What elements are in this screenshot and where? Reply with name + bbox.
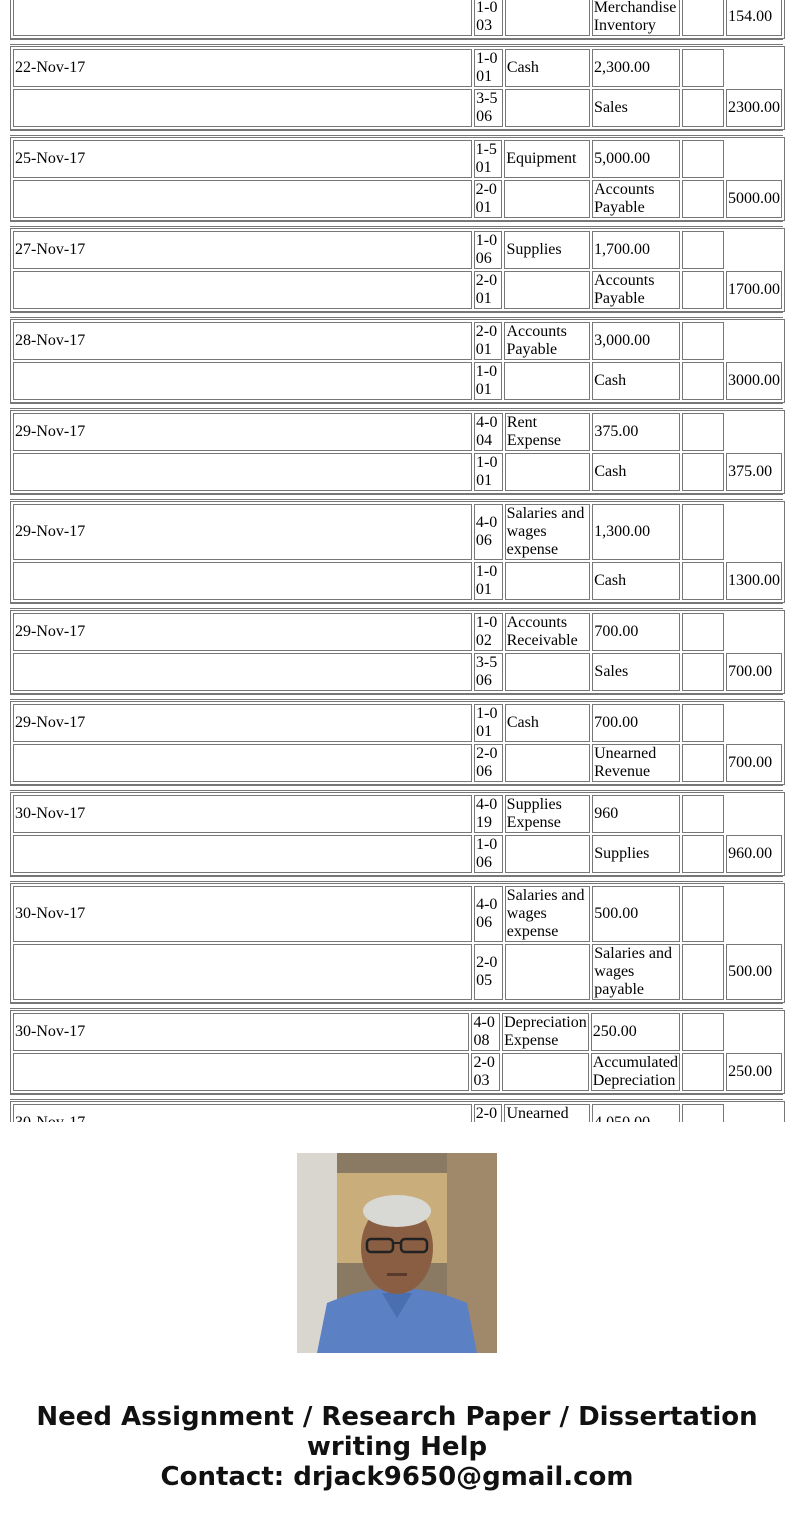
blank-cell [682, 180, 724, 218]
journal-entry [10, 410, 785, 494]
entry-separator [10, 494, 783, 500]
entry-date: 28-Nov-17 [13, 322, 472, 360]
credit-account-ref: 1-001 [474, 362, 503, 400]
empty-debit-account-cell [505, 562, 590, 600]
debit-amount: 2,300.00 [592, 49, 680, 87]
blank-cell [682, 322, 724, 360]
blank-cell [682, 835, 724, 873]
entry-date: 29-Nov-17 [13, 504, 472, 560]
credit-amount: 5000.00 [726, 180, 782, 218]
blank-cell [682, 362, 724, 400]
entry-separator [10, 1003, 783, 1009]
empty-date-cell [13, 89, 472, 127]
empty-debit-account-cell [505, 835, 591, 873]
credit-line [13, 89, 782, 127]
blank-cell [682, 49, 724, 87]
empty-date-cell [13, 744, 472, 782]
credit-account-ref: 3-506 [474, 89, 503, 127]
empty-debit-account-cell [505, 453, 591, 491]
blank-cell [682, 944, 724, 1000]
debit-account-ref: 1-006 [474, 231, 503, 269]
debit-account-ref: 1-501 [474, 140, 503, 178]
credit-account-ref: 2-006 [474, 744, 503, 782]
journal-entry [10, 883, 785, 1003]
empty-credit-cell [726, 49, 782, 87]
debit-line [13, 795, 782, 833]
credit-account-ref: 1-006 [474, 835, 503, 873]
debit-line [13, 49, 782, 87]
empty-date-cell [13, 653, 472, 691]
blank-cell [682, 744, 724, 782]
blank-cell [682, 562, 724, 600]
credit-line [13, 362, 782, 400]
debit-account-ref: 4-019 [474, 795, 503, 833]
journal-entry [10, 701, 785, 785]
entry-date: 30-Nov-17 [13, 1013, 469, 1051]
blank-cell [682, 140, 724, 178]
debit-account-ref: 1-001 [474, 49, 503, 87]
credit-account-ref: 1-001 [474, 453, 503, 491]
empty-debit-account-cell [505, 944, 591, 1000]
journal-entries [10, 46, 785, 1191]
general-journal [10, 0, 785, 1192]
credit-account-name: Accumulated Depreciation [592, 1054, 679, 1089]
empty-credit-cell [726, 613, 782, 651]
debit-line [13, 231, 782, 269]
debit-line [13, 613, 782, 651]
debit-account-cell [505, 0, 590, 36]
credit-account-name: Cash [592, 453, 679, 491]
empty-credit-cell [726, 140, 782, 178]
debit-account-ref: 1-002 [474, 613, 503, 651]
credit-line [13, 835, 782, 873]
debit-amount: 1,300.00 [592, 504, 680, 560]
journal-entry [10, 228, 785, 312]
entry-separator [10, 130, 783, 136]
debit-account-name: Cash [505, 49, 590, 87]
credit-account-ref: 2-005 [474, 944, 503, 1000]
credit-amount: 3000.00 [726, 362, 782, 400]
empty-date-cell [13, 944, 472, 1000]
blank-cell [682, 795, 724, 833]
debit-amount: 5,000.00 [592, 140, 680, 178]
debit-account-name: Supplies [504, 231, 590, 269]
date-cell [13, 0, 472, 36]
promo-line-1: Need Assignment / Research Paper / Dissertation [36, 1402, 758, 1432]
credit-line [13, 180, 782, 218]
journal-entry [10, 501, 785, 603]
credit-amount: 960.00 [726, 835, 782, 873]
debit-amount: 700.00 [592, 613, 679, 651]
empty-date-cell [13, 362, 472, 400]
empty-credit-cell [726, 704, 782, 742]
blank-cell [682, 271, 724, 309]
debit-line [13, 504, 782, 560]
empty-debit-account-cell [504, 180, 590, 218]
empty-credit-cell [726, 231, 782, 269]
debit-line [13, 140, 782, 178]
debit-account-ref: 4-004 [474, 413, 503, 451]
promo-line-2: writing Help [306, 1432, 488, 1462]
blank-cell [682, 613, 724, 651]
empty-credit-cell [726, 795, 782, 833]
empty-date-cell [13, 271, 472, 309]
credit-account-ref: 2-001 [474, 271, 503, 309]
credit-account-name: Sales [592, 653, 679, 691]
credit-line [13, 271, 782, 309]
entry-separator [10, 39, 783, 45]
credit-amount: 375.00 [726, 453, 782, 491]
promo-section [0, 1122, 794, 1523]
entry-date: 30-Nov-17 [13, 886, 472, 942]
blank-cell [682, 886, 724, 942]
empty-debit-account-cell [505, 89, 590, 127]
blank-cell [682, 231, 724, 269]
author-avatar [297, 1153, 497, 1353]
entry-date: 29-Nov-17 [13, 413, 472, 451]
credit-amount: 700.00 [726, 653, 782, 691]
debit-account-ref: 1-001 [474, 704, 503, 742]
empty-date-cell [13, 562, 472, 600]
debit-line [13, 886, 782, 942]
entry-date: 29-Nov-17 [13, 613, 472, 651]
debit-line [13, 413, 782, 451]
empty-date-cell [13, 1053, 469, 1091]
debit-amount: 1,700.00 [592, 231, 680, 269]
blank-cell [682, 704, 724, 742]
debit-account-name: Accounts Receivable [505, 613, 591, 651]
blank-cell [682, 453, 724, 491]
debit-account-ref: 4-008 [471, 1013, 500, 1051]
empty-debit-account-cell [504, 271, 590, 309]
portrait-image [297, 1153, 497, 1353]
credit-amount: 500.00 [726, 944, 782, 1000]
entry-date: 30-Nov-17 [13, 795, 472, 833]
empty-debit-account-cell [504, 362, 590, 400]
credit-account-ref: 2-001 [474, 180, 503, 218]
journal-entry [10, 137, 785, 221]
credit-account-name: Sales [592, 89, 680, 127]
empty-date-cell [13, 180, 472, 218]
debit-amount: 3,000.00 [592, 322, 680, 360]
entry-separator [10, 221, 783, 227]
debit-account-ref: 2-0 [474, 1104, 503, 1142]
promo-message [0, 1402, 794, 1492]
entry-separator [10, 785, 783, 791]
credit-account-ref: 3-506 [474, 653, 503, 691]
journal-entry [10, 610, 785, 694]
empty-credit-cell [726, 322, 782, 360]
debit-account-ref: 4-006 [474, 886, 503, 942]
entry-date: 25-Nov-17 [13, 140, 472, 178]
credit-line [13, 1053, 782, 1091]
credit-account-name: Accounts Payable [592, 271, 680, 309]
debit-amount: 250.00 [591, 1013, 680, 1051]
empty-date-cell [13, 453, 472, 491]
credit-account-name: Accounts Payable [592, 180, 680, 218]
credit-account-name: Unearned Revenue [592, 744, 680, 782]
blank-cell [682, 1053, 724, 1091]
debit-account-name: Unearned [504, 1104, 590, 1142]
entry-separator [10, 312, 783, 318]
debit-amount: 500.00 [592, 886, 679, 942]
debit-account-name: Rent Expense [505, 413, 591, 451]
entry-separator [10, 876, 783, 882]
debit-account-name: Equipment [504, 140, 590, 178]
debit-line [13, 704, 782, 742]
debit-line [13, 322, 782, 360]
account-ref: 1-003 [474, 0, 503, 36]
journal-entry [10, 1010, 785, 1094]
debit-amount: 700.00 [592, 704, 680, 742]
entry-separator [10, 403, 783, 409]
debit-line [13, 1013, 782, 1051]
credit-line [13, 653, 782, 691]
credit-account-name: Cash [592, 362, 680, 400]
credit-amount: 1300.00 [726, 562, 782, 600]
credit-amount: 2300.00 [726, 89, 782, 127]
credit-account-ref: 1-001 [474, 562, 503, 600]
empty-credit-cell [726, 504, 782, 560]
credit-amount: 700.00 [726, 744, 782, 782]
debit-account-name: Salaries and wages expense [505, 886, 591, 942]
credit-account-name: Merchandise Inventory [592, 0, 680, 36]
credit-line [13, 453, 782, 491]
entry-date: 29-Nov-17 [13, 704, 472, 742]
blank-cell [682, 504, 724, 560]
entry-separator [10, 603, 783, 609]
blank-cell [682, 1013, 724, 1051]
empty-credit-cell [726, 1013, 782, 1051]
credit-line [13, 0, 782, 36]
debit-account-ref: 4-006 [474, 504, 503, 560]
entry-date: 22-Nov-17 [13, 49, 472, 87]
empty-credit-cell [726, 886, 782, 942]
empty-debit-account-cell [502, 1053, 589, 1091]
debit-account-name: Depreciation Expense [504, 1014, 587, 1049]
entry-separator [10, 1094, 783, 1100]
empty-debit-account-cell [505, 744, 590, 782]
credit-amount: 250.00 [726, 1053, 782, 1091]
journal-entry-partial [10, 0, 785, 39]
credit-line [13, 944, 782, 1000]
empty-date-cell [13, 835, 472, 873]
credit-account-name: Salaries and wages payable [592, 944, 679, 1000]
contact-email[interactable]: Contact: drjack9650@gmail.com [160, 1462, 634, 1492]
debit-account-name: Cash [505, 704, 590, 742]
debit-amount: 375.00 [592, 413, 679, 451]
credit-account-name: Cash [592, 562, 680, 600]
debit-account-ref: 2-001 [474, 322, 503, 360]
credit-account-ref: 2-003 [471, 1053, 500, 1091]
debit-account-name: Accounts Payable [504, 322, 590, 360]
credit-amount: 154.00 [726, 0, 782, 36]
credit-amount: 1700.00 [726, 271, 782, 309]
credit-line [13, 744, 782, 782]
empty-credit-cell [726, 413, 782, 451]
journal-entry [10, 319, 785, 403]
journal-entry [10, 792, 785, 876]
blank-cell [682, 653, 724, 691]
entry-date: 27-Nov-17 [13, 231, 472, 269]
journal-entry [10, 46, 785, 130]
empty-debit-account-cell [505, 653, 591, 691]
credit-line [13, 562, 782, 600]
blank-cell [682, 0, 724, 36]
credit-account-name: Supplies [592, 835, 680, 873]
debit-account-name: Supplies Expense [505, 795, 591, 833]
entry-separator [10, 694, 783, 700]
blank-cell [682, 413, 724, 451]
debit-amount: 960 [592, 795, 680, 833]
debit-account-name: Salaries and wages expense [505, 504, 590, 560]
blank-cell [682, 89, 724, 127]
